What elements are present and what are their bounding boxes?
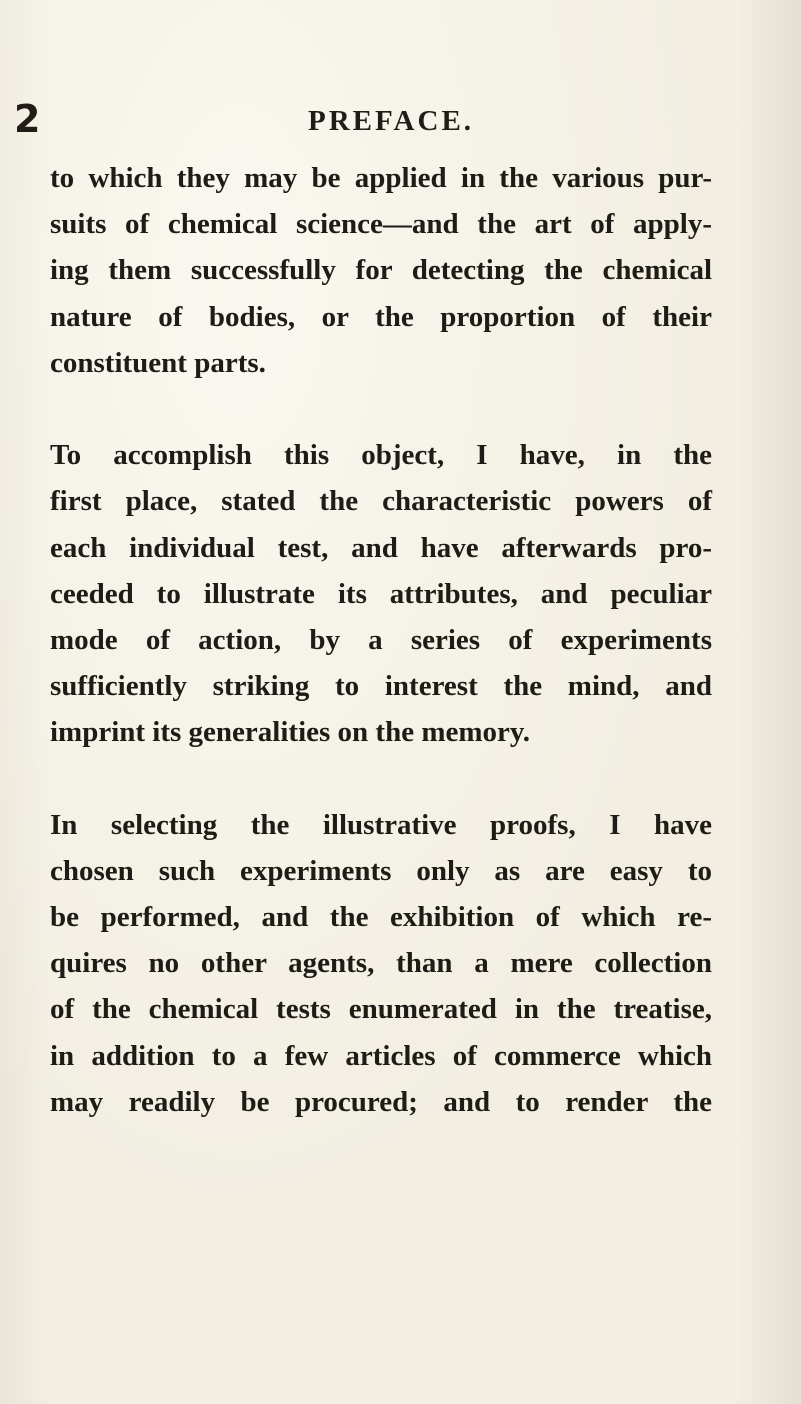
text-line: of the chemical tests enumerated in the treatise, [50,993,712,1026]
paragraph-3 [50,802,712,1125]
text-line: In selecting the illustrative proofs, I have [50,808,712,841]
text-line: may readily be procured; and to render the [50,1085,712,1118]
text-line: suits of chemical science—and the art of apply- [50,208,712,241]
text-line: in addition to a few articles of commerce which [50,1039,712,1072]
page-number: 2 [14,97,41,141]
text-line: imprint its generalities on the memory. [50,716,531,749]
text-line: chosen such experiments only as are easy to [50,854,712,887]
text-line: first place, stated the characteristic powers of [50,485,712,518]
paragraph-gap [50,386,712,432]
paragraph-1 [50,155,712,386]
text-line: constituent parts. [50,346,266,379]
body-text [50,155,712,1125]
text-line: nature of bodies, or the proportion of their [50,300,712,333]
text-line: each individual test, and have afterwards pro- [50,531,712,564]
text-line: to which they may be applied in the various pur- [50,162,712,194]
paragraph-gap [50,755,712,801]
text-line: ceeded to illustrate its attributes, and peculiar [50,577,712,610]
running-head: PREFACE. [308,105,475,137]
text-line: sufficiently striking to interest the mind, and [50,670,712,703]
page-header [0,95,801,143]
text-line: To accomplish this object, I have, in the [50,439,712,472]
text-line: ing them successfully for detecting the chemical [50,254,712,287]
paragraph-2 [50,432,712,755]
text-line: quires no other agents, than a mere collection [50,947,712,980]
text-line: mode of action, by a series of experiments [50,623,712,656]
text-line: be performed, and the exhibition of which re- [50,901,712,933]
